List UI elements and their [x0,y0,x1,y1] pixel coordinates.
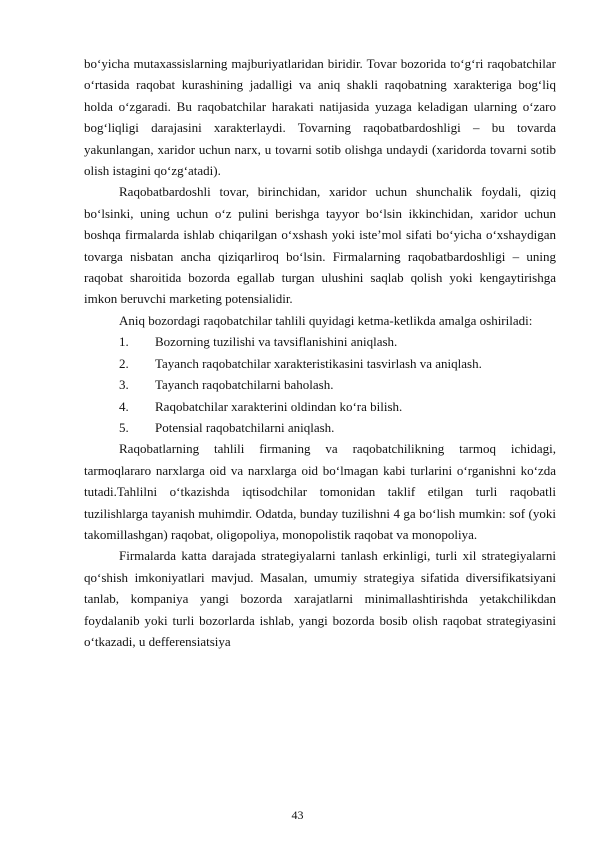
page-number: 43 [291,808,304,822]
paragraph-2: Raqobatbardoshli tovar, birinchidan, xaridor uchun shunchalik foydali, qiziq bo‘lsinki, uning uchun o‘z pulini berishga tayyor bo‘lsin ikkinchidan, xaridor uchun boshqa firmalarda ishlab chiqarilgan o‘xshash yoki iste’mol sifati bo‘yicha o‘xshaydigan tovarga nisbatan ancha qiziqarliroq bo‘lsin. Firmalarning raqobatbardoshligi – uning raqobat sharoitida bozorda egallab turgan ulushini saqlab qolish yoki kengaytirishga imkon beruvchi marketing potensialidir. [84,184,556,307]
paragraph-4: Raqobatlarning tahlili firmaning va raqobatchilikning tarmoq ichidagi, tarmoqlararo narxlarga oid va narxlarga oid bo‘lmagan kabi turlarini o‘rganishni ko‘zda tutadi.Tahlilni o‘tkazishda iqtisodchilar tomonidan taklif etilgan turli raqobatli tuzilishlarga tayanish muhimdir. Odatda, bunday tuzilishni 4 ga bo‘lish mumkin: sof (yoki takomillashgan) raqobat, oligopoliya, monopolistik raqobat va monopoliya. [84,441,556,542]
numbered-list [84,331,556,438]
list-item-number: 4. [119,398,129,414]
list-item-text: Tayanch raqobatchilar xarakteristikasini tasvirlash va aniqlash. [155,355,482,371]
paragraph-5: Firmalarda katta darajada strategiyalarni tanlash erkinligi, turli xil strategiyalarni qo‘shish imkoniyatlari mavjud. Masalan, umumiy strategiya sifatida diversifikatsiyani tanlab, kompaniya yangi bozorda xarajatlarni minimallashtirishda yetakchilikdan foydalanib yoki turli bozorlarda ishlab, yangi bozorda bosib olish raqobat strategiyasini o‘tkazadi, u defferensiatsiya [84,548,556,649]
list-item-number: 5. [119,419,129,435]
list-item-text: Potensial raqobatchilarni aniqlash. [155,419,335,435]
list-item [84,353,556,374]
list-item-number: 2. [119,355,129,371]
page-body [84,53,556,652]
list-item-text: Bozorning tuzilishi va tavsiflanishini aniqlash. [155,334,398,350]
list-item-number: 3. [119,377,129,393]
list-item-text: Raqobatchilar xarakterini oldindan ko‘ra bilish. [155,398,403,414]
list-item [84,374,556,395]
paragraph-3: Aniq bozordagi raqobatchilar tahlili quyidagi ketma-ketlikda amalga oshiriladi: [119,312,533,328]
list-item-number: 1. [119,334,129,350]
list-item [84,331,556,352]
list-item [84,396,556,417]
list-item-text: Tayanch raqobatchilarni baholash. [155,377,334,393]
list-item [84,417,556,438]
paragraph-1: bo‘yicha mutaxassislarning majburiyatlaridan biridir. Tovar bozorida to‘g‘ri raqobatchilar o‘rtasida raqobat kurashining jadalligi va aniq shakli raqobatning xarakteriga bog‘liq holda o‘zgaradi. Bu raqobatchilar harakati natijasida yuzaga keladigan ularning o‘zaro bog‘liqligi darajasini xarakterlaydi. Tovarning raqobatbardoshligi – bu tovarda yakunlangan, xaridor uchun narx, u tovarni sotib olishga undaydi (xaridorda tovarni sotib olish istagini qo‘zg‘atadi). [84,56,556,179]
